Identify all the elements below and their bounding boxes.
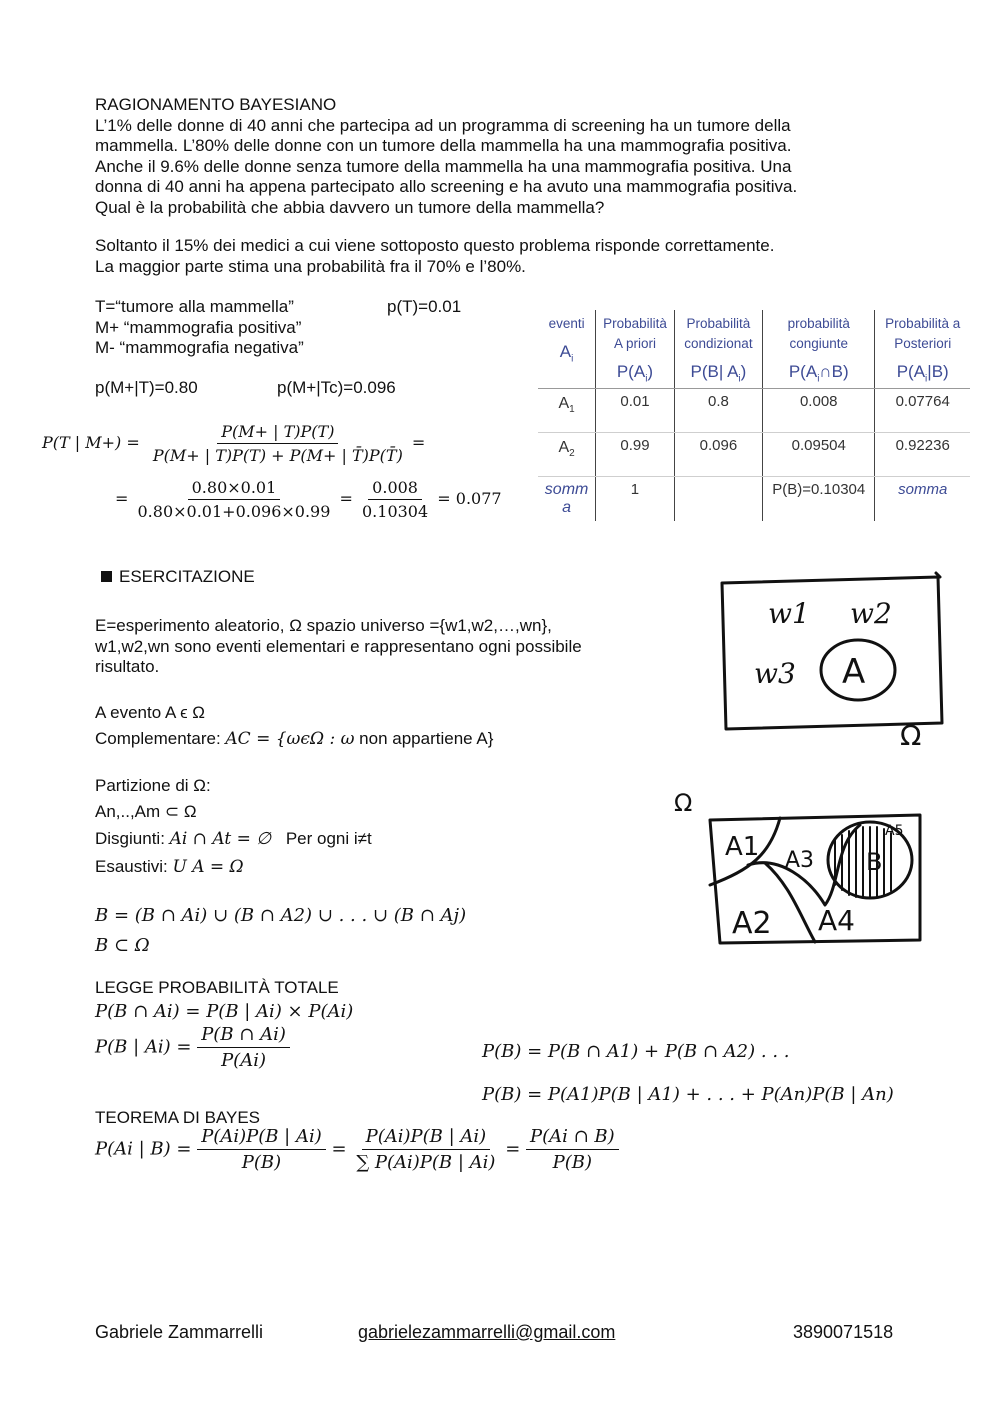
a5-label: A5 [885,823,904,839]
intro-line: donna di 40 anni ha appena partecipato allo screening e ha avuto una mammografia positiva. [95,177,798,196]
table-row: $A_1$ 0.01 0.8 0.008 0.07764 [538,389,970,433]
table-row: somma 1 P(B)=0.10304 somma [538,477,970,522]
note-line: Soltanto il 15% dei medici a cui viene sottoposto questo problema risponde correttamente. [95,236,775,255]
table-header: probabilità congiunte [787,316,850,351]
partizione-line: Partizione di Ω: [95,776,211,795]
legge-formula-3: P(B) = P(B ∩ A1) + P(B ∩ A2) . . . [482,1041,790,1062]
table-header: Probabilità A priori [603,316,667,351]
b-subset-formula: B ⊂ Ω [95,935,150,956]
bayes-example-formula-1: P(T | M+) = $\frac{P(M+ | T)P(T)}{P(M+ | T)P(T) + P(M+ | T̄)P(T̄)}$ = [42,422,426,465]
a1-label: A1 [725,832,760,862]
esercitazione-text: E=esperimento aleatorio, Ω spazio universo ={w1,w2,…,wn}, w1,w2,wn sono eventi elementari e rappresentano ogni possibile risultato. [95,616,582,676]
legge-formula-1: P(B ∩ Ai) = P(B | Ai) × P(Ai) [95,1001,354,1022]
w3-label: w3 [754,657,796,690]
intro-line: mammella. L’80% delle donne con un tumore della mammella ha una mammografia positiva. [95,136,792,155]
probability-table [538,310,970,521]
table-header: Probabilità condizionat [684,316,753,351]
teorema-formula: P(Ai | B) = $\frac{P(Ai)P(B | Ai)}{P(B)}$ = $\frac{P(Ai)P(B | Ai)}{\sum P(Ai)P(B | Ai)}$ = $\frac{P(Ai \cap B)}{P(B)}$ [95,1126,619,1173]
table-symbol: $P(A_i\cap B)$ [788,362,849,385]
bayes-example-formula-2: = $\frac{0.80\times 0.01}{0.80\times 0.01+0.096\times 0.99}$ = $\frac{0.008}{0.10304}$ = 0.077 [115,478,502,521]
a4-label: A4 [818,904,855,937]
intro-block [95,95,797,218]
universe-sketch [710,565,960,750]
def-t: T=“tumore alla mammella” [95,297,294,316]
legge-formula-4: P(B) = P(A1)P(B | A1) + . . . + P(An)P(B | An) [482,1084,894,1105]
table-header: Probabilità a Posteriori [885,316,961,351]
def-mminus: M- “mammografia negativa” [95,338,304,357]
intro-line: Anche il 9.6% delle donne senza tumore della mammella ha una mammografia positiva. Una [95,156,792,176]
an-am-line: An,..,Am ⊂ Ω [95,802,197,821]
def-mplus: M+ “mammografia positiva” [95,318,302,337]
table-header: eventi [548,316,585,331]
table-symbol: P(B| $A_i$) [690,362,747,385]
table-symbol: $P(A_i|B)$ [896,362,949,385]
footer-name: Gabriele Zammarrelli [95,1322,264,1342]
omega-label: Ω [900,719,922,750]
w1-label: w1 [768,597,810,630]
w2-label: w2 [850,597,892,630]
def-p-mt: p(M+|T)=0.80 [95,378,198,397]
teorema-heading: TEOREMA DI BAYES [95,1108,261,1127]
partition-sketch [670,785,930,950]
legge-heading: LEGGE PROBABILITÀ TOTALE [95,978,339,997]
note-block [95,236,774,277]
universe-box [722,577,942,729]
def-p-mtc: p(M+|Tc)=0.096 [277,378,396,397]
def-pt: p(T)=0.01 [387,297,462,316]
intro-line: Qual è la probabilità che abbia davvero un tumore della mammella? [95,197,605,217]
table-symbol: $A_i$ [559,342,574,365]
a2-label: A2 [732,906,772,941]
a-label: A [842,652,866,692]
evento-line: A evento A ϵ Ω [95,703,206,722]
omega-label: Ω [674,789,693,817]
square-bullet-icon [101,571,112,582]
note-line: La maggior parte stima una probabilità fra il 70% e l’80%. [95,256,526,276]
esaustivi-line: Esaustivi: U A = Ω [95,857,244,877]
b-label: B [866,848,883,876]
b-union-formula: B = (B ∩ Ai) ∪ (B ∩ A2) ∪ . . . ∪ (B ∩ Aj) [95,905,467,926]
esercitazione-heading: ESERCITAZIONE [101,567,255,588]
legge-formula-2: P(B | Ai) = $\frac{P(B \cap Ai)}{P(Ai)}$ [95,1024,290,1071]
footer-email-link[interactable]: gabrielezammarrelli@gmail.com [358,1322,616,1342]
complementare-line: Complementare: AC = {ωϵΩ : ω non appartiene A} [95,729,494,749]
table-row: $A_2$ 0.99 0.096 0.09504 0.92236 [538,433,970,477]
a3-label: A3 [785,848,815,873]
disgiunti-line: Disgiunti: Ai ∩ At = ∅ Per ogni i≠t [95,829,372,849]
table-symbol: $P(A_i)$ [616,362,654,385]
intro-line: L’1% delle donne di 40 anni che partecipa ad un programma di screening ha un tumore della [95,115,791,135]
footer-phone: 3890071518 [793,1322,894,1342]
page-title: RAGIONAMENTO BAYESIANO [95,95,337,114]
